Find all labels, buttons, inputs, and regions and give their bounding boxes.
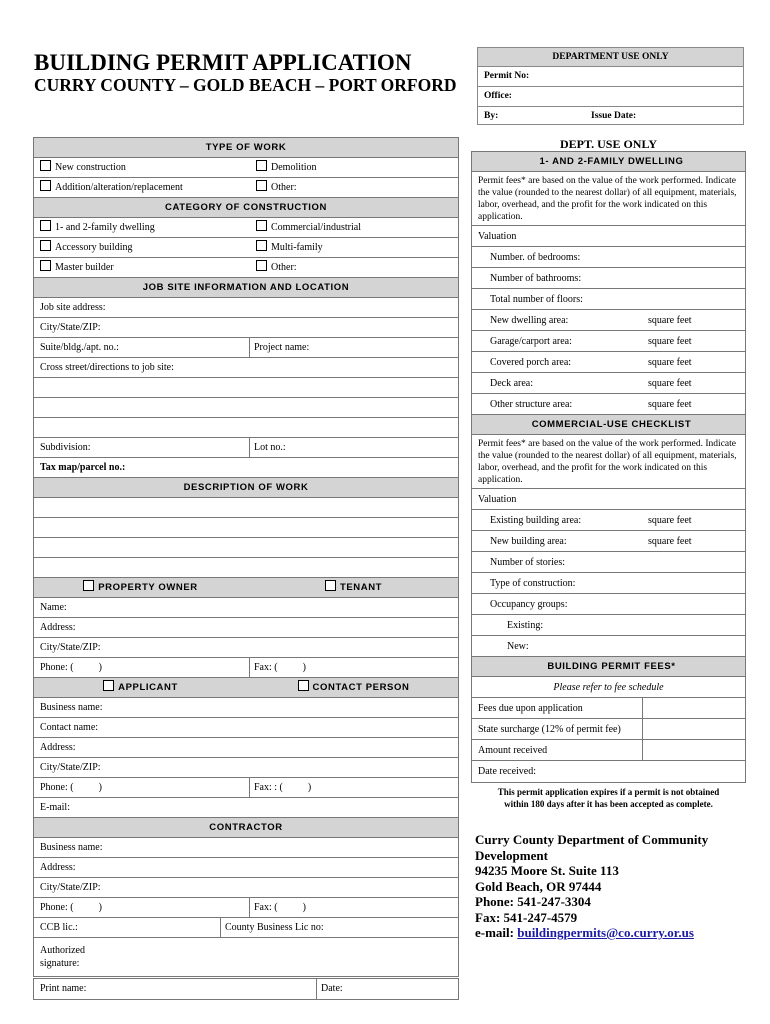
owner-phone-field[interactable]: Phone: ( )	[40, 662, 102, 673]
dwelling-area-label: New dwelling area:	[490, 315, 569, 326]
contact-city: Gold Beach, OR 97444	[475, 878, 602, 894]
fee-schedule-note: Please refer to fee schedule	[472, 677, 745, 698]
amount-received-value[interactable]	[642, 740, 647, 760]
checkbox-icon[interactable]	[256, 180, 267, 191]
contractor-fax-field[interactable]: Fax: ( )	[249, 898, 306, 917]
by-issue-row	[478, 107, 743, 126]
commercial-label: Commercial/industrial	[271, 222, 361, 233]
contact-person-checkbox[interactable]	[247, 678, 460, 697]
description-line-3[interactable]	[34, 538, 458, 558]
square-feet-unit: square feet	[648, 315, 692, 326]
print-name-row	[34, 979, 458, 999]
addition-checkbox[interactable]	[40, 182, 183, 193]
checkbox-icon[interactable]	[83, 580, 94, 591]
owner-phone-fax-row	[34, 658, 458, 678]
dwelling-area-row[interactable]	[472, 310, 745, 331]
email-label: e-mail:	[475, 925, 518, 940]
date-received-field[interactable]: Date received:	[478, 766, 537, 777]
applicant-heading-row	[34, 678, 458, 698]
application-form-top	[33, 137, 459, 977]
category-row-2	[34, 238, 458, 258]
square-feet-unit: square feet	[648, 336, 692, 347]
description-line-2[interactable]	[34, 518, 458, 538]
suite-project-row	[34, 338, 458, 358]
by-field[interactable]: By:	[484, 111, 499, 121]
project-name-field[interactable]: Project name:	[249, 338, 309, 357]
new-construction-checkbox[interactable]	[40, 162, 126, 173]
signature-label: signature:	[40, 958, 80, 969]
applicant-email-field[interactable]: E-mail:	[34, 798, 458, 818]
expiry-line-1: This permit application expires if a permit is not obtained	[497, 787, 720, 797]
occupancy-field[interactable]: Occupancy groups:	[472, 594, 745, 615]
category-other-checkbox[interactable]	[256, 258, 297, 277]
accessory-checkbox[interactable]	[40, 242, 133, 253]
description-line-1[interactable]	[34, 498, 458, 518]
lot-no-field[interactable]: Lot no.:	[249, 438, 286, 457]
checkbox-icon[interactable]	[256, 260, 267, 271]
checkbox-icon[interactable]	[103, 680, 114, 691]
one-two-family-label: 1- and 2-family dwelling	[55, 222, 155, 233]
other-area-row[interactable]	[472, 394, 745, 415]
tax-map-field[interactable]: Tax map/parcel no.:	[34, 458, 458, 478]
owner-address-field[interactable]: Address:	[34, 618, 458, 638]
demolition-checkbox[interactable]	[256, 158, 317, 177]
occupancy-new-field[interactable]: New:	[472, 636, 745, 657]
category-other-label: Other:	[271, 262, 297, 273]
new-area-row[interactable]	[472, 531, 745, 552]
ccb-lic-field[interactable]: CCB lic.:	[40, 922, 78, 933]
checkbox-icon[interactable]	[40, 160, 51, 171]
construction-type-field[interactable]: Type of construction:	[472, 573, 745, 594]
email-link[interactable]: buildingpermits@co.curry.or.us	[517, 925, 694, 940]
existing-area-label: Existing building area:	[490, 515, 582, 526]
garage-area-row[interactable]	[472, 331, 745, 352]
dwelling-checklist	[471, 151, 746, 783]
county-business-lic-field[interactable]: County Business Lic no:	[220, 918, 324, 937]
print-name-field[interactable]: Print name:	[40, 983, 87, 994]
department-use-heading: DEPARTMENT USE ONLY	[478, 48, 743, 67]
department-contact	[475, 832, 765, 941]
square-feet-unit: square feet	[648, 399, 692, 410]
suite-field[interactable]: Suite/bldg./apt. no.:	[40, 342, 119, 353]
page-subtitle: CURRY COUNTY – GOLD BEACH – PORT ORFORD	[34, 75, 457, 95]
job-site-address-field[interactable]: Job site address:	[34, 298, 458, 318]
contact-phone: Phone: 541-247-3304	[475, 894, 591, 909]
fees-due-label: Fees due upon application	[478, 703, 583, 714]
stories-field[interactable]: Number of stories:	[472, 552, 745, 573]
contractor-city-field[interactable]: City/State/ZIP:	[34, 878, 458, 898]
one-two-family-checkbox[interactable]	[40, 222, 155, 233]
page-title: BUILDING PERMIT APPLICATION	[34, 50, 412, 75]
amount-received-label: Amount received	[478, 745, 548, 756]
commercial-checkbox[interactable]	[256, 218, 361, 237]
cross-street-line-2[interactable]	[34, 378, 458, 398]
type-other-checkbox[interactable]	[256, 178, 297, 197]
commercial-fee-note: Permit fees* are based on the value of the work performed. Indicate the value (rounded to the nearest dollar) of all equipment, materials, labor, overhead, and the profit for the work indicated on this application.	[472, 435, 745, 489]
master-builder-label: Master builder	[55, 262, 114, 273]
new-area-label: New building area:	[490, 536, 567, 547]
dwelling-fee-note: Permit fees* are based on the value of the work performed. Indicate the value (rounded to the nearest dollar) of all equipment, materials, labor, overhead, and the profit for the work indicated on this application.	[472, 172, 745, 226]
accessory-label: Accessory building	[55, 242, 133, 253]
job-site-city-field[interactable]: City/State/ZIP:	[34, 318, 458, 338]
applicant-address-field[interactable]: Address:	[34, 738, 458, 758]
authorized-signature-field[interactable]	[34, 938, 458, 976]
expiry-line-2: within 180 days after it has been accepted as complete.	[504, 799, 713, 809]
occupancy-existing-field[interactable]: Existing:	[472, 615, 745, 636]
office-field[interactable]: Office:	[478, 87, 743, 107]
square-feet-unit: square feet	[648, 515, 692, 526]
cross-street-line-3[interactable]	[34, 398, 458, 418]
dept-use-title: DEPT. USE ONLY	[559, 137, 658, 151]
description-line-4[interactable]	[34, 558, 458, 578]
demolition-label: Demolition	[271, 162, 317, 173]
surcharge-label: State surcharge (12% of permit fee)	[478, 724, 621, 735]
surcharge-value[interactable]	[642, 719, 647, 739]
owner-name-field[interactable]: Name:	[34, 598, 458, 618]
contact-person-label: CONTACT PERSON	[312, 682, 410, 693]
checkbox-icon[interactable]	[256, 240, 267, 251]
commercial-valuation-field[interactable]: Valuation	[472, 489, 745, 510]
applicant-phone-field[interactable]: Phone: ( )	[40, 782, 102, 793]
applicant-contact-field[interactable]: Contact name:	[34, 718, 458, 738]
porch-area-label: Covered porch area:	[490, 357, 572, 368]
tenant-checkbox[interactable]	[247, 578, 460, 597]
contact-line-1: Curry County Department of Community	[475, 832, 709, 847]
type-row-1	[34, 158, 458, 178]
tenant-label: TENANT	[339, 582, 383, 593]
applicant-checkbox[interactable]	[34, 678, 247, 697]
subdivision-field[interactable]: Subdivision:	[40, 442, 91, 453]
cross-street-line-4[interactable]	[34, 418, 458, 438]
deck-area-row[interactable]	[472, 373, 745, 394]
type-row-2	[34, 178, 458, 198]
master-builder-checkbox[interactable]	[40, 262, 114, 273]
permit-no-field[interactable]: Permit No:	[478, 67, 743, 87]
checkbox-icon[interactable]	[40, 180, 51, 191]
contact-fax: Fax: 541-247-4579	[475, 909, 578, 925]
contractor-business-field[interactable]: Business name:	[34, 838, 458, 858]
surcharge-row[interactable]	[472, 719, 745, 740]
type-of-work-heading: TYPE OF WORK	[34, 138, 458, 158]
amount-received-row[interactable]	[472, 740, 745, 761]
dwelling-heading: 1- AND 2-FAMILY DWELLING	[472, 152, 745, 172]
fees-heading: BUILDING PERMIT FEES*	[472, 657, 745, 677]
multi-family-checkbox[interactable]	[256, 238, 323, 257]
date-field[interactable]: Date:	[316, 979, 343, 999]
print-name-box	[33, 978, 459, 1000]
addition-label: Addition/alteration/replacement	[55, 182, 183, 193]
owner-city-field[interactable]: City/State/ZIP:	[34, 638, 458, 658]
authorized-label: Authorized	[40, 945, 85, 956]
square-feet-unit: square feet	[648, 536, 692, 547]
expiry-notice	[471, 786, 746, 810]
bedrooms-field[interactable]: Number. of bedrooms:	[472, 247, 745, 268]
dwelling-valuation-field[interactable]: Valuation	[472, 226, 745, 247]
subdivision-lot-row	[34, 438, 458, 458]
contractor-address-field[interactable]: Address:	[34, 858, 458, 878]
cross-street-field[interactable]: Cross street/directions to job site:	[34, 358, 458, 378]
owner-fax-field[interactable]: Fax: ( )	[249, 658, 306, 677]
fees-due-row[interactable]	[472, 698, 745, 719]
new-construction-label: New construction	[55, 162, 126, 173]
checkbox-icon[interactable]	[256, 220, 267, 231]
fees-due-value[interactable]	[642, 698, 647, 718]
checkbox-icon[interactable]	[298, 680, 309, 691]
property-owner-checkbox[interactable]	[34, 578, 247, 597]
floors-field[interactable]: Total number of floors:	[472, 289, 745, 310]
checkbox-icon[interactable]	[40, 220, 51, 231]
contact-address: 94235 Moore St. Suite 113	[475, 863, 619, 878]
job-site-heading: JOB SITE INFORMATION AND LOCATION	[34, 278, 458, 298]
applicant-phone-fax-row	[34, 778, 458, 798]
existing-area-row[interactable]	[472, 510, 745, 531]
contractor-heading: CONTRACTOR	[34, 818, 458, 838]
contractor-phone-field[interactable]: Phone: ( )	[40, 902, 102, 913]
owner-heading-row	[34, 578, 458, 598]
commercial-heading: COMMERCIAL-USE CHECKLIST	[472, 415, 745, 435]
contact-email-row	[475, 925, 765, 941]
garage-area-label: Garage/carport area:	[490, 336, 572, 347]
checkbox-icon[interactable]	[325, 580, 336, 591]
type-other-label: Other:	[271, 182, 297, 193]
applicant-business-field[interactable]: Business name:	[34, 698, 458, 718]
contractor-phone-fax-row	[34, 898, 458, 918]
bathrooms-field[interactable]: Number of bathrooms:	[472, 268, 745, 289]
deck-area-label: Deck area:	[490, 378, 534, 389]
checkbox-icon[interactable]	[256, 160, 267, 171]
category-row-1	[34, 218, 458, 238]
contact-line-2: Development	[475, 847, 548, 863]
porch-area-row[interactable]	[472, 352, 745, 373]
square-feet-unit: square feet	[648, 378, 692, 389]
multi-family-label: Multi-family	[271, 242, 323, 253]
department-use-box	[477, 47, 744, 125]
category-row-3	[34, 258, 458, 278]
category-heading: CATEGORY OF CONSTRUCTION	[34, 198, 458, 218]
checkbox-icon[interactable]	[40, 240, 51, 251]
description-heading: DESCRIPTION OF WORK	[34, 478, 458, 498]
square-feet-unit: square feet	[648, 357, 692, 368]
applicant-city-field[interactable]: City/State/ZIP:	[34, 758, 458, 778]
issue-date-field[interactable]: Issue Date:	[591, 111, 637, 121]
checkbox-icon[interactable]	[40, 260, 51, 271]
applicant-fax-field[interactable]: Fax: : ( )	[249, 778, 311, 797]
property-owner-label: PROPERTY OWNER	[98, 582, 198, 593]
other-area-label: Other structure area:	[490, 399, 573, 410]
ccb-county-row	[34, 918, 458, 938]
applicant-label: APPLICANT	[118, 682, 178, 693]
